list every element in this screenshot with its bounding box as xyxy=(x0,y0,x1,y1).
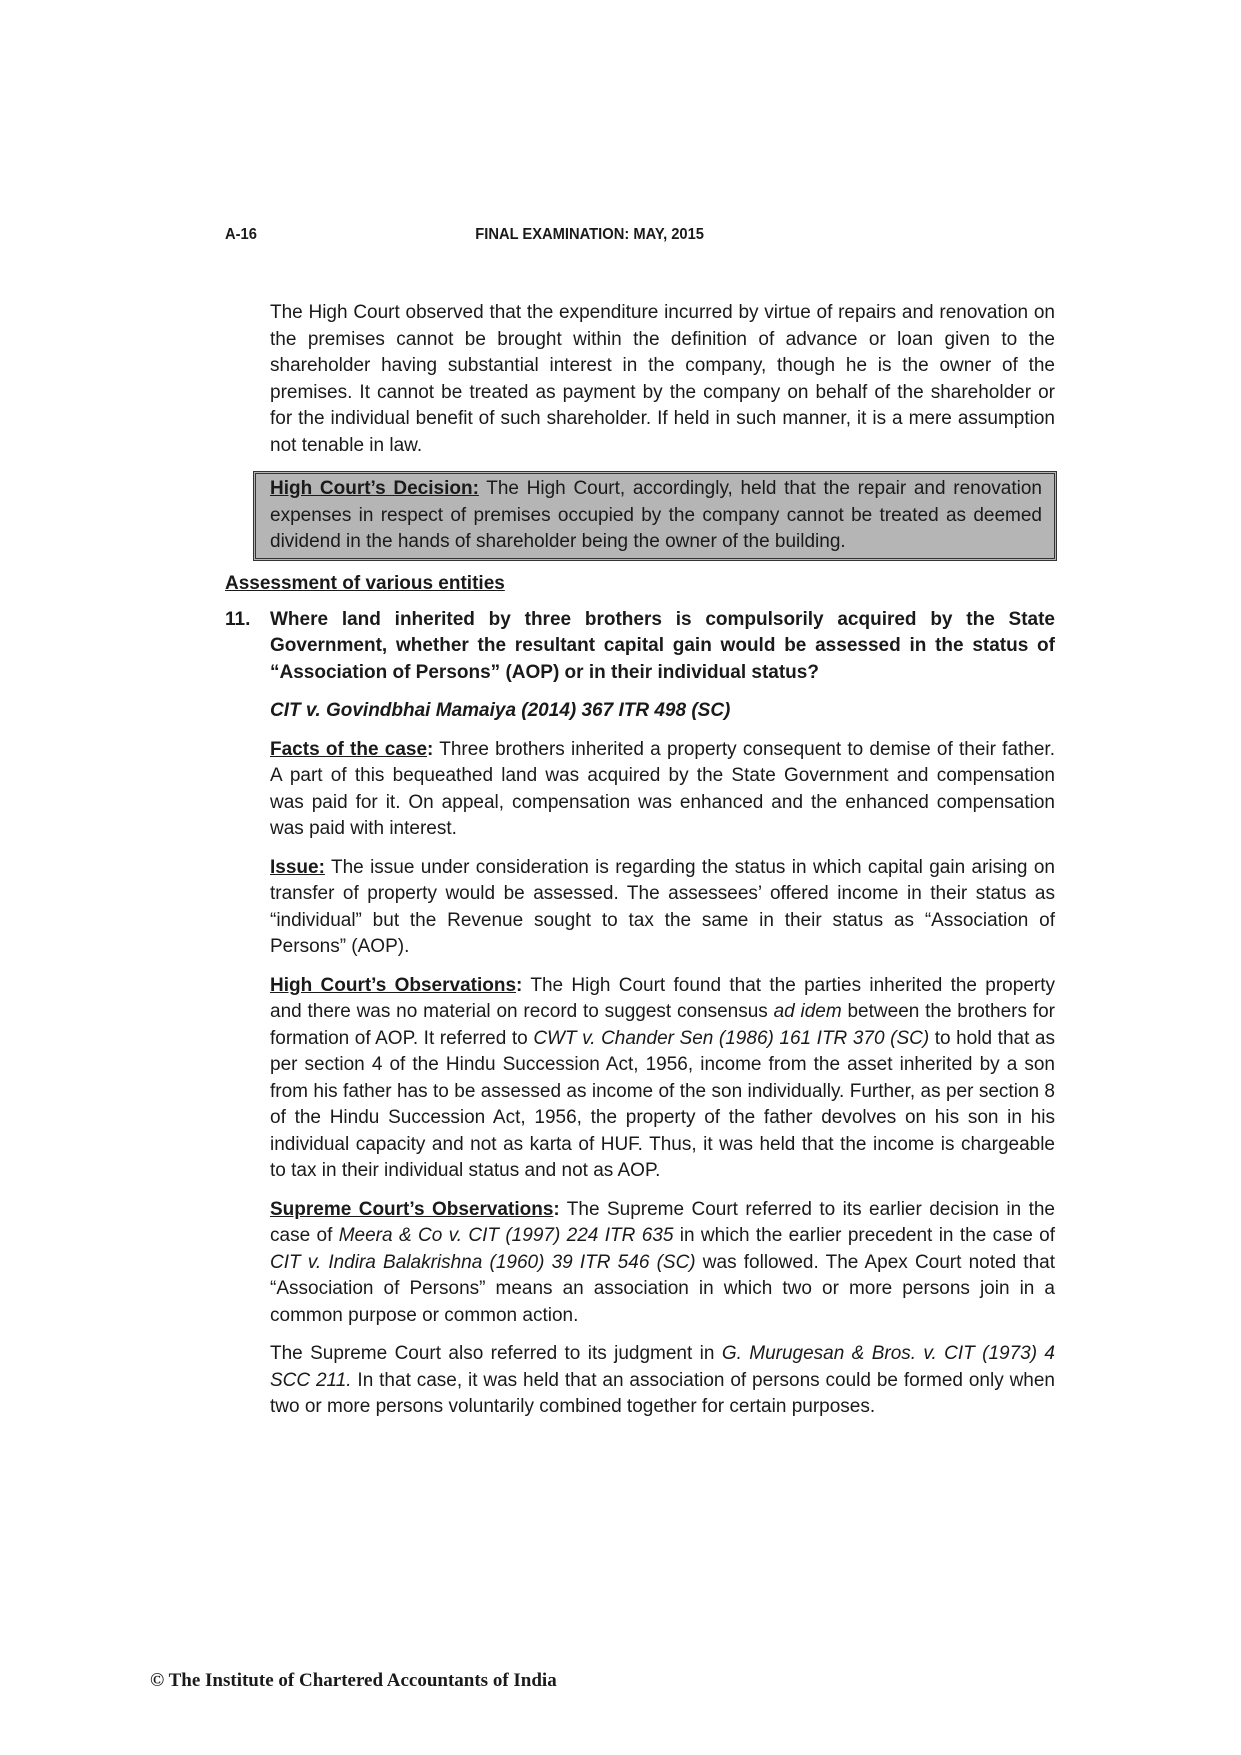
facts-colon: : xyxy=(427,738,434,760)
sc-em-2: CIT v. Indira Balakrishna (1960) 39 ITR 546 (SC) xyxy=(270,1251,696,1273)
section-heading: Assessment of various entities xyxy=(225,572,505,594)
copyright-footer: © The Institute of Chartered Accountants of India xyxy=(150,1670,557,1691)
question-text: Where land inherited by three brothers is compulsorily acquired by the State Government, whether the resultant capital gain would be assessed in the status of “Association of Persons” (AOP) or in their individual status? xyxy=(270,608,1055,683)
decision-paragraph xyxy=(270,476,1042,556)
decision-label: High Court’s Decision: xyxy=(270,478,479,499)
facts-label: Facts of the case xyxy=(270,738,428,760)
decision-text: The High Court, accordingly, held that the repair and renovation expenses in respect of premises occupied by the company cannot be treated as deemed dividend in the hands of shareholder being the owner of the building. xyxy=(270,478,1042,552)
facts-text: Three brothers inherited a property consequent to demise of their father. A part of this bequeathed land was acquired by the State Government and compensation was paid for it. On appeal, compensation was enhanced and the enhanced compensation was paid with interest. xyxy=(270,738,1055,839)
sc-observations-label: Supreme Court’s Observations xyxy=(270,1198,554,1220)
case-citation: CIT v. Govindbhai Mamaiya (2014) 367 ITR 498 (SC) xyxy=(270,700,731,721)
sc-judgment-paragraph xyxy=(270,1341,1055,1421)
scj-em-1: G. Murugesan & Bros. v. CIT (1973) 4 SCC 211. xyxy=(270,1343,1056,1391)
page-number: A-16 xyxy=(225,226,257,243)
hc-observations-colon: : xyxy=(516,974,523,996)
hc-text-2: between the brothers for formation of AOP. It referred to xyxy=(270,1001,1055,1049)
issue-paragraph xyxy=(270,855,1055,961)
sc-text-1: The Supreme Court referred to its earlier decision in the case of xyxy=(270,1198,1055,1246)
sc-text-3: was followed. The Apex Court noted that “Association of Persons” means an association in which two or more persons join in a common purpose or common action. xyxy=(270,1251,1055,1326)
hc-text-3: to hold that as per section 4 of the Hindu Succession Act, 1956, income from the asset inherited by a son from his father has to be assessed as income of the son individually. Further, as per section 8 of the Hindu Succession Act, 1956, the property of the father devolves on his son in his individual capacity and not as karta of HUF. Thus, it was held that the income is chargeable to tax in their individual status and not as AOP. xyxy=(270,1027,1055,1181)
scj-text-1: The Supreme Court also referred to its judgment in xyxy=(270,1343,722,1364)
scj-text-2: In that case, it was held that an association of persons could be formed only when two or more persons voluntarily combined together for certain purposes. xyxy=(270,1369,1055,1417)
question-number: 11. xyxy=(225,608,251,630)
page-header xyxy=(225,226,989,250)
hc-em-1: ad idem xyxy=(773,1001,842,1022)
facts-paragraph xyxy=(270,737,1055,843)
decision-box xyxy=(253,471,1057,561)
intro-paragraph: The High Court observed that the expenditure incurred by virtue of repairs and renovation on the premises cannot be brought within the definition of advance or loan given to the shareholder having substantial interest in the company, though he is the owner of the premises. It cannot be treated as payment by the company on behalf of the shareholder or for the individual benefit of such shareholder. If held in such manner, it is a mere assumption not tenable in law. xyxy=(270,302,1055,456)
sc-observations-paragraph xyxy=(270,1197,1055,1330)
issue-label: Issue: xyxy=(270,856,325,878)
issue-text: The issue under consideration is regarding the status in which capital gain arising on transfer of property would be assessed. The assessees’ offered income in their status as “individual” but the Revenue sought to tax the same in their status as “Association of Persons” (AOP). xyxy=(270,856,1055,957)
page-content xyxy=(225,300,1055,1433)
sc-text-2: in which the earlier precedent in the case of xyxy=(673,1225,1055,1246)
hc-em-2: CWT v. Chander Sen (1986) 161 ITR 370 (SC) xyxy=(533,1027,930,1049)
sc-em-1: Meera & Co v. CIT (1997) 224 ITR 635 xyxy=(338,1225,674,1246)
hc-observations-paragraph xyxy=(270,973,1055,1185)
header-title: FINAL EXAMINATION: MAY, 2015 xyxy=(475,226,704,243)
sc-observations-colon: : xyxy=(553,1198,560,1220)
question xyxy=(225,607,1055,687)
hc-observations-label: High Court’s Observations xyxy=(270,974,517,996)
hc-text-1: The High Court found that the parties inherited the property and there was no material on record to suggest consensus xyxy=(270,974,1055,1022)
